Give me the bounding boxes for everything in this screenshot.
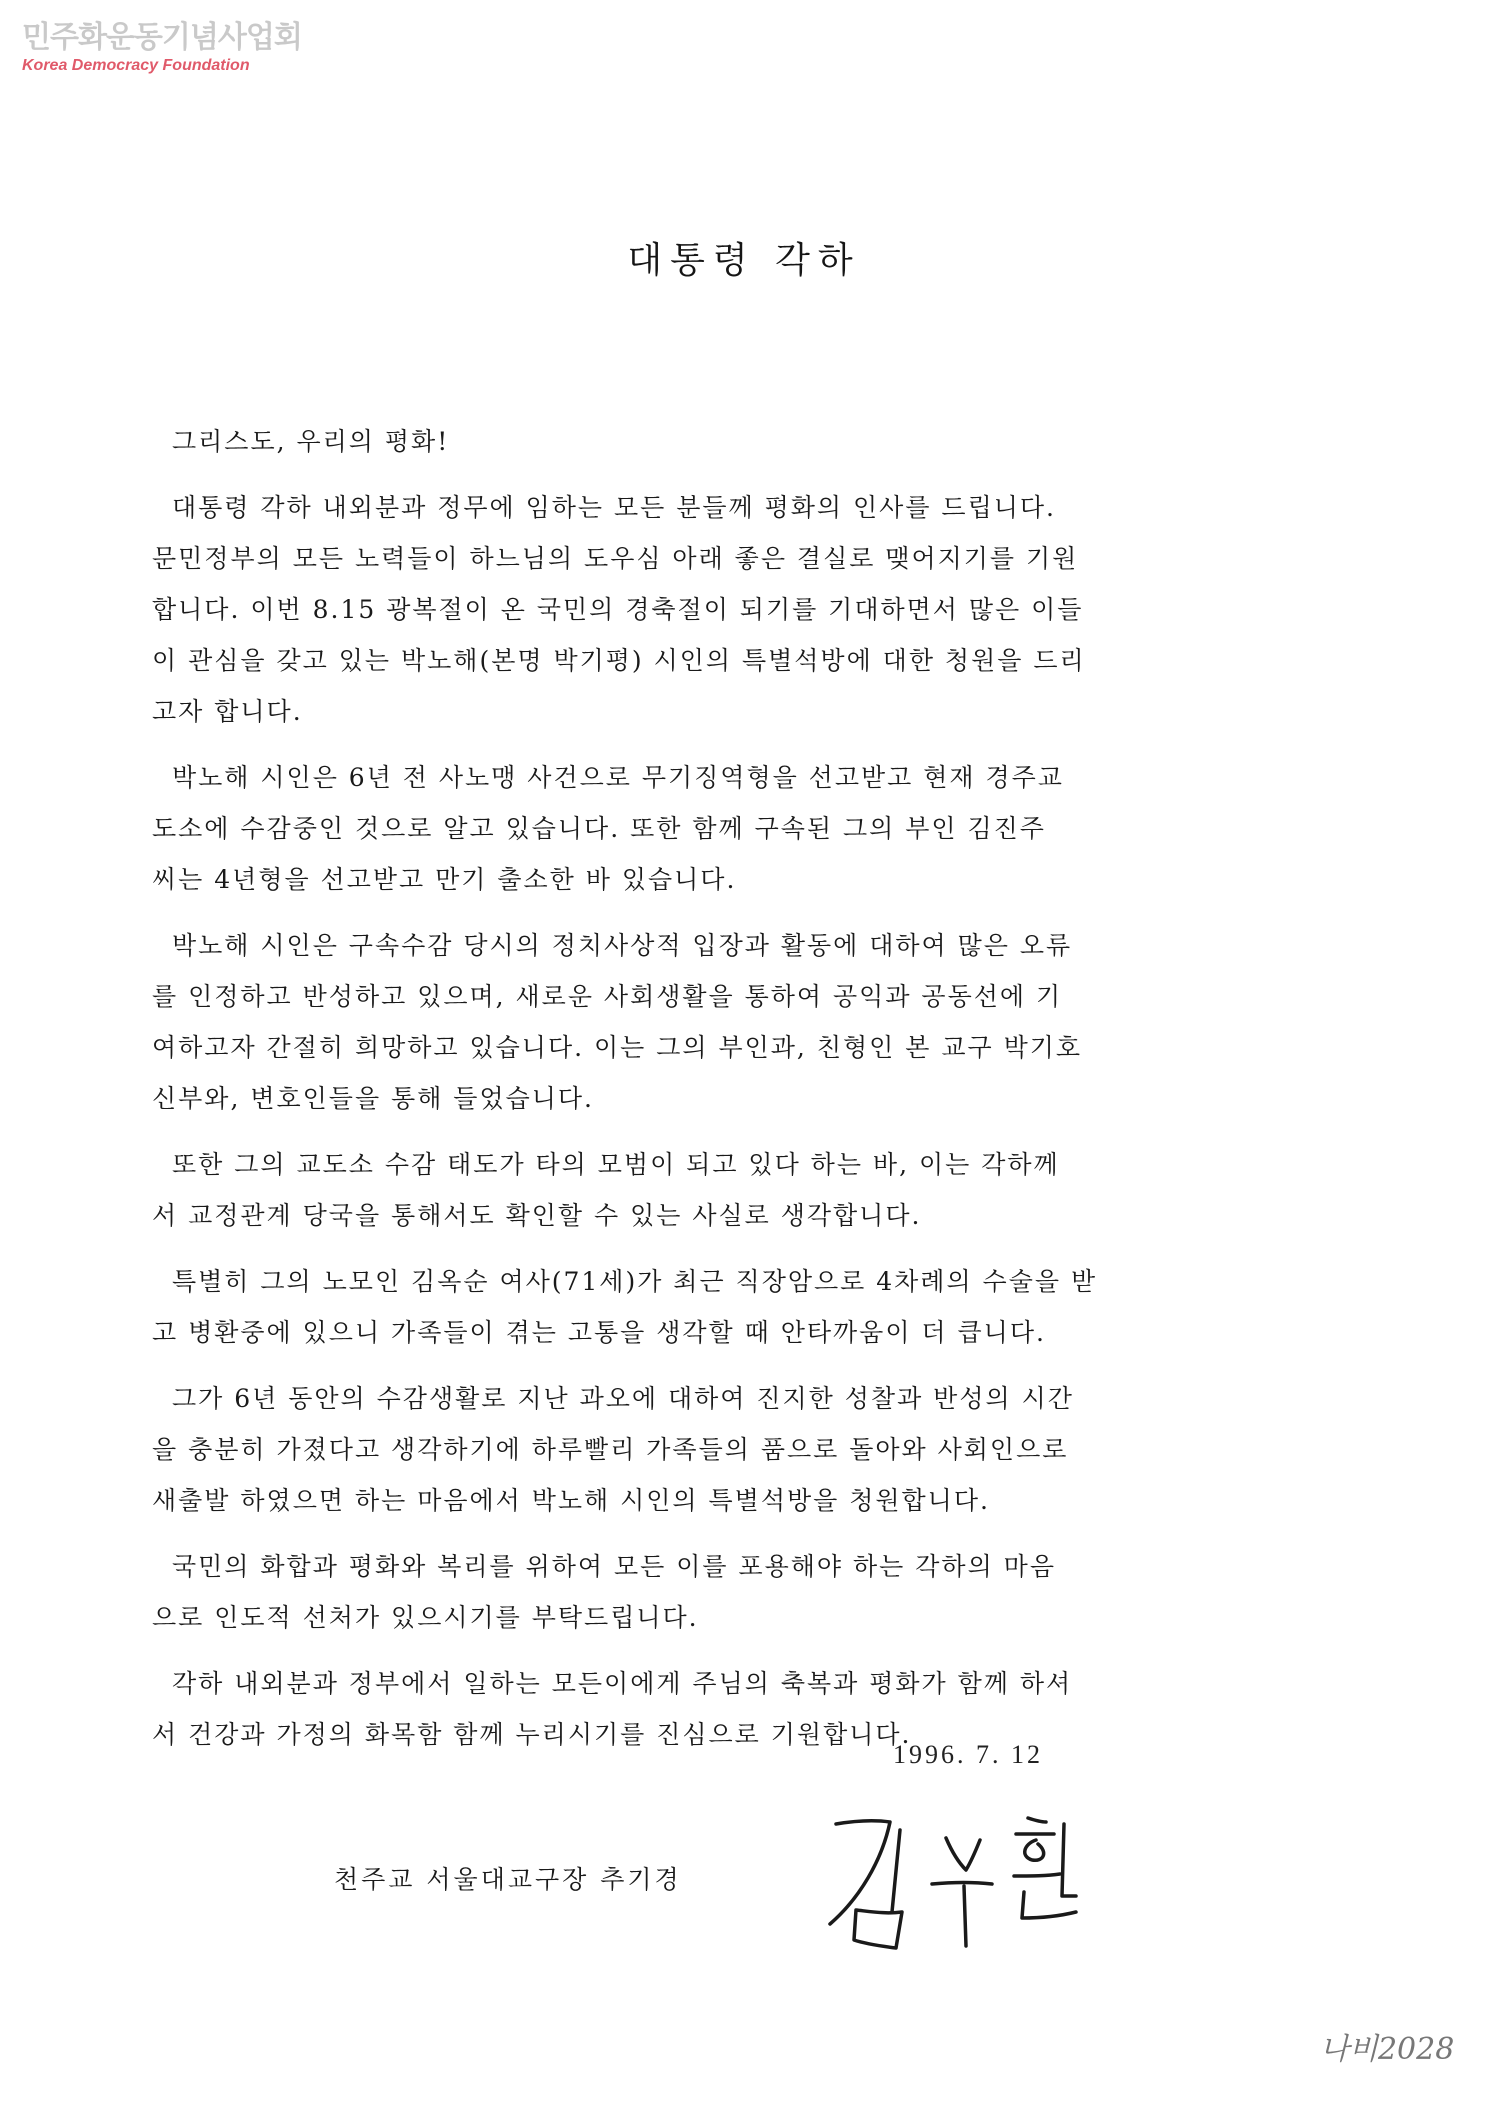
letter-line: 대통령 각하 내외분과 정무에 임하는 모든 분들께 평화의 인사를 드립니다. bbox=[172, 493, 1056, 522]
paragraph-gap bbox=[152, 1643, 1342, 1658]
letter-line: 신부와, 변호인들을 통해 들었습니다. bbox=[152, 1084, 594, 1113]
letter-line: 서 건강과 가정의 화목함 함께 누리시기를 진심으로 기원합니다. bbox=[152, 1720, 912, 1749]
watermark-english: Korea Democracy Foundation bbox=[22, 57, 250, 74]
watermark-korean: 민주화운동기념사업회 bbox=[22, 20, 302, 55]
letter-line: 그리스도, 우리의 평화! bbox=[172, 427, 450, 456]
letter-line: 새출발 하였으면 하는 마음에서 박노해 시인의 특별석방을 청원합니다. bbox=[152, 1486, 990, 1515]
watermark-logo bbox=[22, 20, 302, 76]
letter-line: 각하 내외분과 정부에서 일하는 모든이에게 주님의 축복과 평화가 함께 하셔 bbox=[172, 1669, 1073, 1698]
letter-line: 국민의 화합과 평화와 복리를 위하여 모든 이를 포용해야 하는 각하의 마음 bbox=[172, 1552, 1056, 1581]
letter-line: 문민정부의 모든 노력들이 하느님의 도우심 아래 좋은 결실로 맺어지기를 기원 bbox=[152, 544, 1079, 573]
paragraph-gap bbox=[152, 467, 1342, 482]
letter-line: 박노해 시인은 구속수감 당시의 정치사상적 입장과 활동에 대하여 많은 오류 bbox=[172, 931, 1073, 960]
letter-line: 또한 그의 교도소 수감 태도가 타의 모범이 되고 있다 하는 바, 이는 각하께 bbox=[172, 1150, 1060, 1179]
paragraph-gap bbox=[152, 1358, 1342, 1373]
letter-line: 서 교정관계 당국을 통해서도 확인할 수 있는 사실로 생각합니다. bbox=[152, 1201, 922, 1230]
letter-line: 여하고자 간절히 희망하고 있습니다. 이는 그의 부인과, 친형인 본 교구 박기호 bbox=[152, 1033, 1083, 1062]
letter-line: 이 관심을 갖고 있는 박노해(본명 박기평) 시인의 특별석방에 대한 청원을 드리 bbox=[152, 646, 1086, 675]
letter-title: 대통령 각하 bbox=[627, 240, 861, 281]
letter-line: 그가 6년 동안의 수감생활로 지난 과오에 대하여 진지한 성찰과 반성의 시간 bbox=[172, 1384, 1074, 1413]
paragraph-gap bbox=[152, 905, 1342, 920]
letter-line: 합니다. 이번 8.15 광복절이 온 국민의 경축절이 되기를 기대하면서 많은 이들 bbox=[152, 595, 1084, 624]
paragraph-gap bbox=[152, 737, 1342, 752]
letter-date: 1996. 7. 12 bbox=[893, 1740, 1043, 1769]
letter-line: 씨는 4년형을 선고받고 만기 출소한 바 있습니다. bbox=[152, 865, 737, 894]
paragraph-gap bbox=[152, 1124, 1342, 1139]
letter-line: 를 인정하고 반성하고 있으며, 새로운 사회생활을 통하여 공익과 공동선에 기 bbox=[152, 982, 1063, 1011]
letter-line: 고 병환중에 있으니 가족들이 겪는 고통을 생각할 때 안타까움이 더 큽니다. bbox=[152, 1318, 1046, 1347]
paragraph-gap bbox=[152, 1526, 1342, 1541]
handwritten-signature bbox=[820, 1800, 1080, 1954]
letter-body bbox=[152, 416, 1342, 1760]
paragraph-gap bbox=[152, 1241, 1342, 1256]
letter-line: 특별히 그의 노모인 김옥순 여사(71세)가 최근 직장암으로 4차례의 수술을 받 bbox=[172, 1267, 1098, 1296]
letter-line: 으로 인도적 선처가 있으시기를 부탁드립니다. bbox=[152, 1603, 699, 1632]
letter-line: 박노해 시인은 6년 전 사노맹 사건으로 무기징역형을 선고받고 현재 경주교 bbox=[172, 763, 1064, 792]
letter-line: 을 충분히 가졌다고 생각하기에 하루빨리 가족들의 품으로 돌아와 사회인으로 bbox=[152, 1435, 1069, 1464]
letter-line: 고자 합니다. bbox=[152, 697, 303, 726]
signer-title: 천주교 서울대교구장 추기경 bbox=[334, 1865, 682, 1894]
letter-line: 도소에 수감중인 것으로 알고 있습니다. 또한 함께 구속된 그의 부인 김진주 bbox=[152, 814, 1046, 843]
archive-number-stamp: 나비2028 bbox=[1320, 2032, 1455, 2067]
